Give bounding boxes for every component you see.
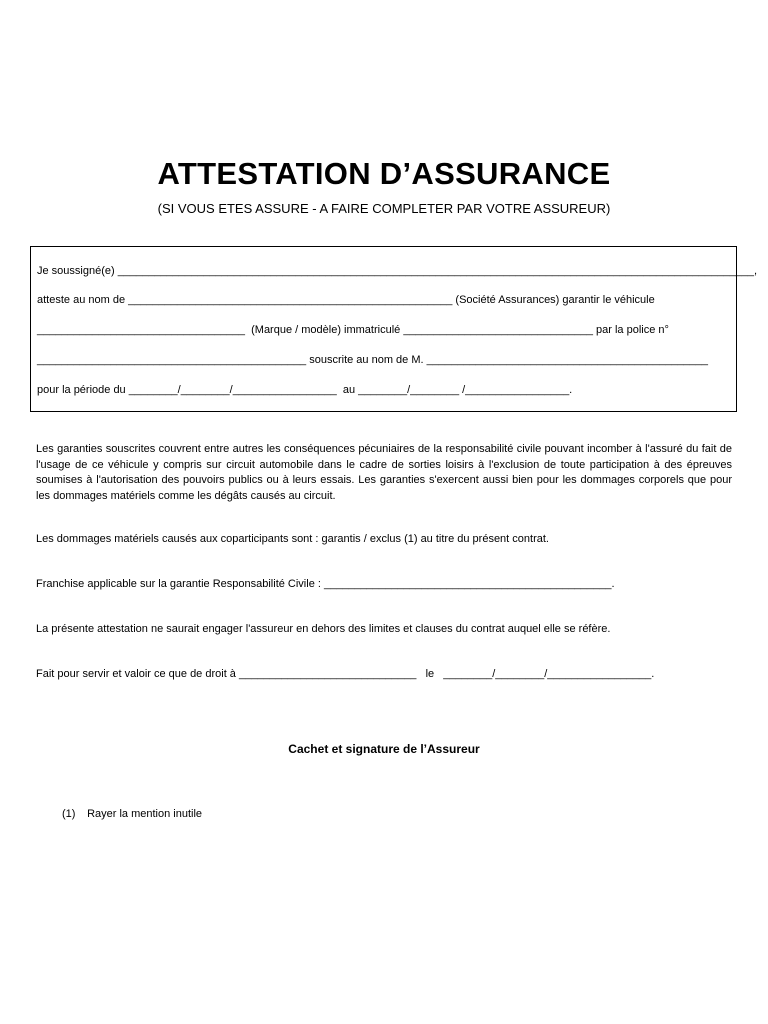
paragraph-presente: La présente attestation ne saurait engager l'assureur en dehors des limites et clauses du contrat auquel elle se réfère.: [36, 623, 611, 635]
footnote-number: (1): [62, 808, 76, 820]
form-line-soussigne[interactable]: Je soussigné(e) ________________________________________________________________________________________________________,: [37, 265, 758, 277]
document-subtitle: (SI VOUS ETES ASSURE - A FAIRE COMPLETER PAR VOTRE ASSUREUR): [157, 201, 611, 216]
paragraph-fait-pour-servir[interactable]: Fait pour servir et valoir ce que de droit à _____________________________ le ________/________/_________________.: [36, 668, 655, 680]
form-line-periode[interactable]: pour la période du ________/________/_________________ au ________/________ /_________________.: [37, 384, 573, 396]
cachet-signature-label: Cachet et signature de l’Assureur: [288, 742, 480, 756]
footnote-text: Rayer la mention inutile: [87, 808, 203, 820]
form-line-atteste[interactable]: atteste au nom de _____________________________________________________ (Société Assurances) garantir le véhicule: [37, 294, 655, 306]
form-line-souscrite[interactable]: ____________________________________________ souscrite au nom de M. ______________________________________________: [37, 354, 709, 366]
paragraph-garanties: Les garanties souscrites couvrent entre autres les conséquences pécuniaires de la responsabilité civile pouvant incomber à l'assuré du fait de l'usage de ce véhicule y compris sur circuit automobile dans le cadre de sorties loisirs à l'exclusion de toute participation à des épreuves soumises à l'autorisation des pouvoirs publics ou à leurs essais. Les garanties s'exercent aussi bien pour les dommages corporels que pour les dommages matériels comme les dégâts causés au circuit.: [36, 443, 732, 502]
paragraph-franchise[interactable]: Franchise applicable sur la garantie Responsabilité Civile : _______________________________________________.: [36, 578, 615, 590]
insurance-form-box: [30, 246, 758, 412]
document-title: ATTESTATION D’ASSURANCE: [157, 156, 611, 191]
form-line-marque[interactable]: __________________________________ (Marque / modèle) immatriculé _______________________________ par la police n°: [37, 324, 669, 336]
footnote: [62, 807, 202, 822]
paragraph-dommages: Les dommages matériels causés aux coparticipants sont : garantis / exclus (1) au titre du présent contrat.: [36, 533, 549, 545]
